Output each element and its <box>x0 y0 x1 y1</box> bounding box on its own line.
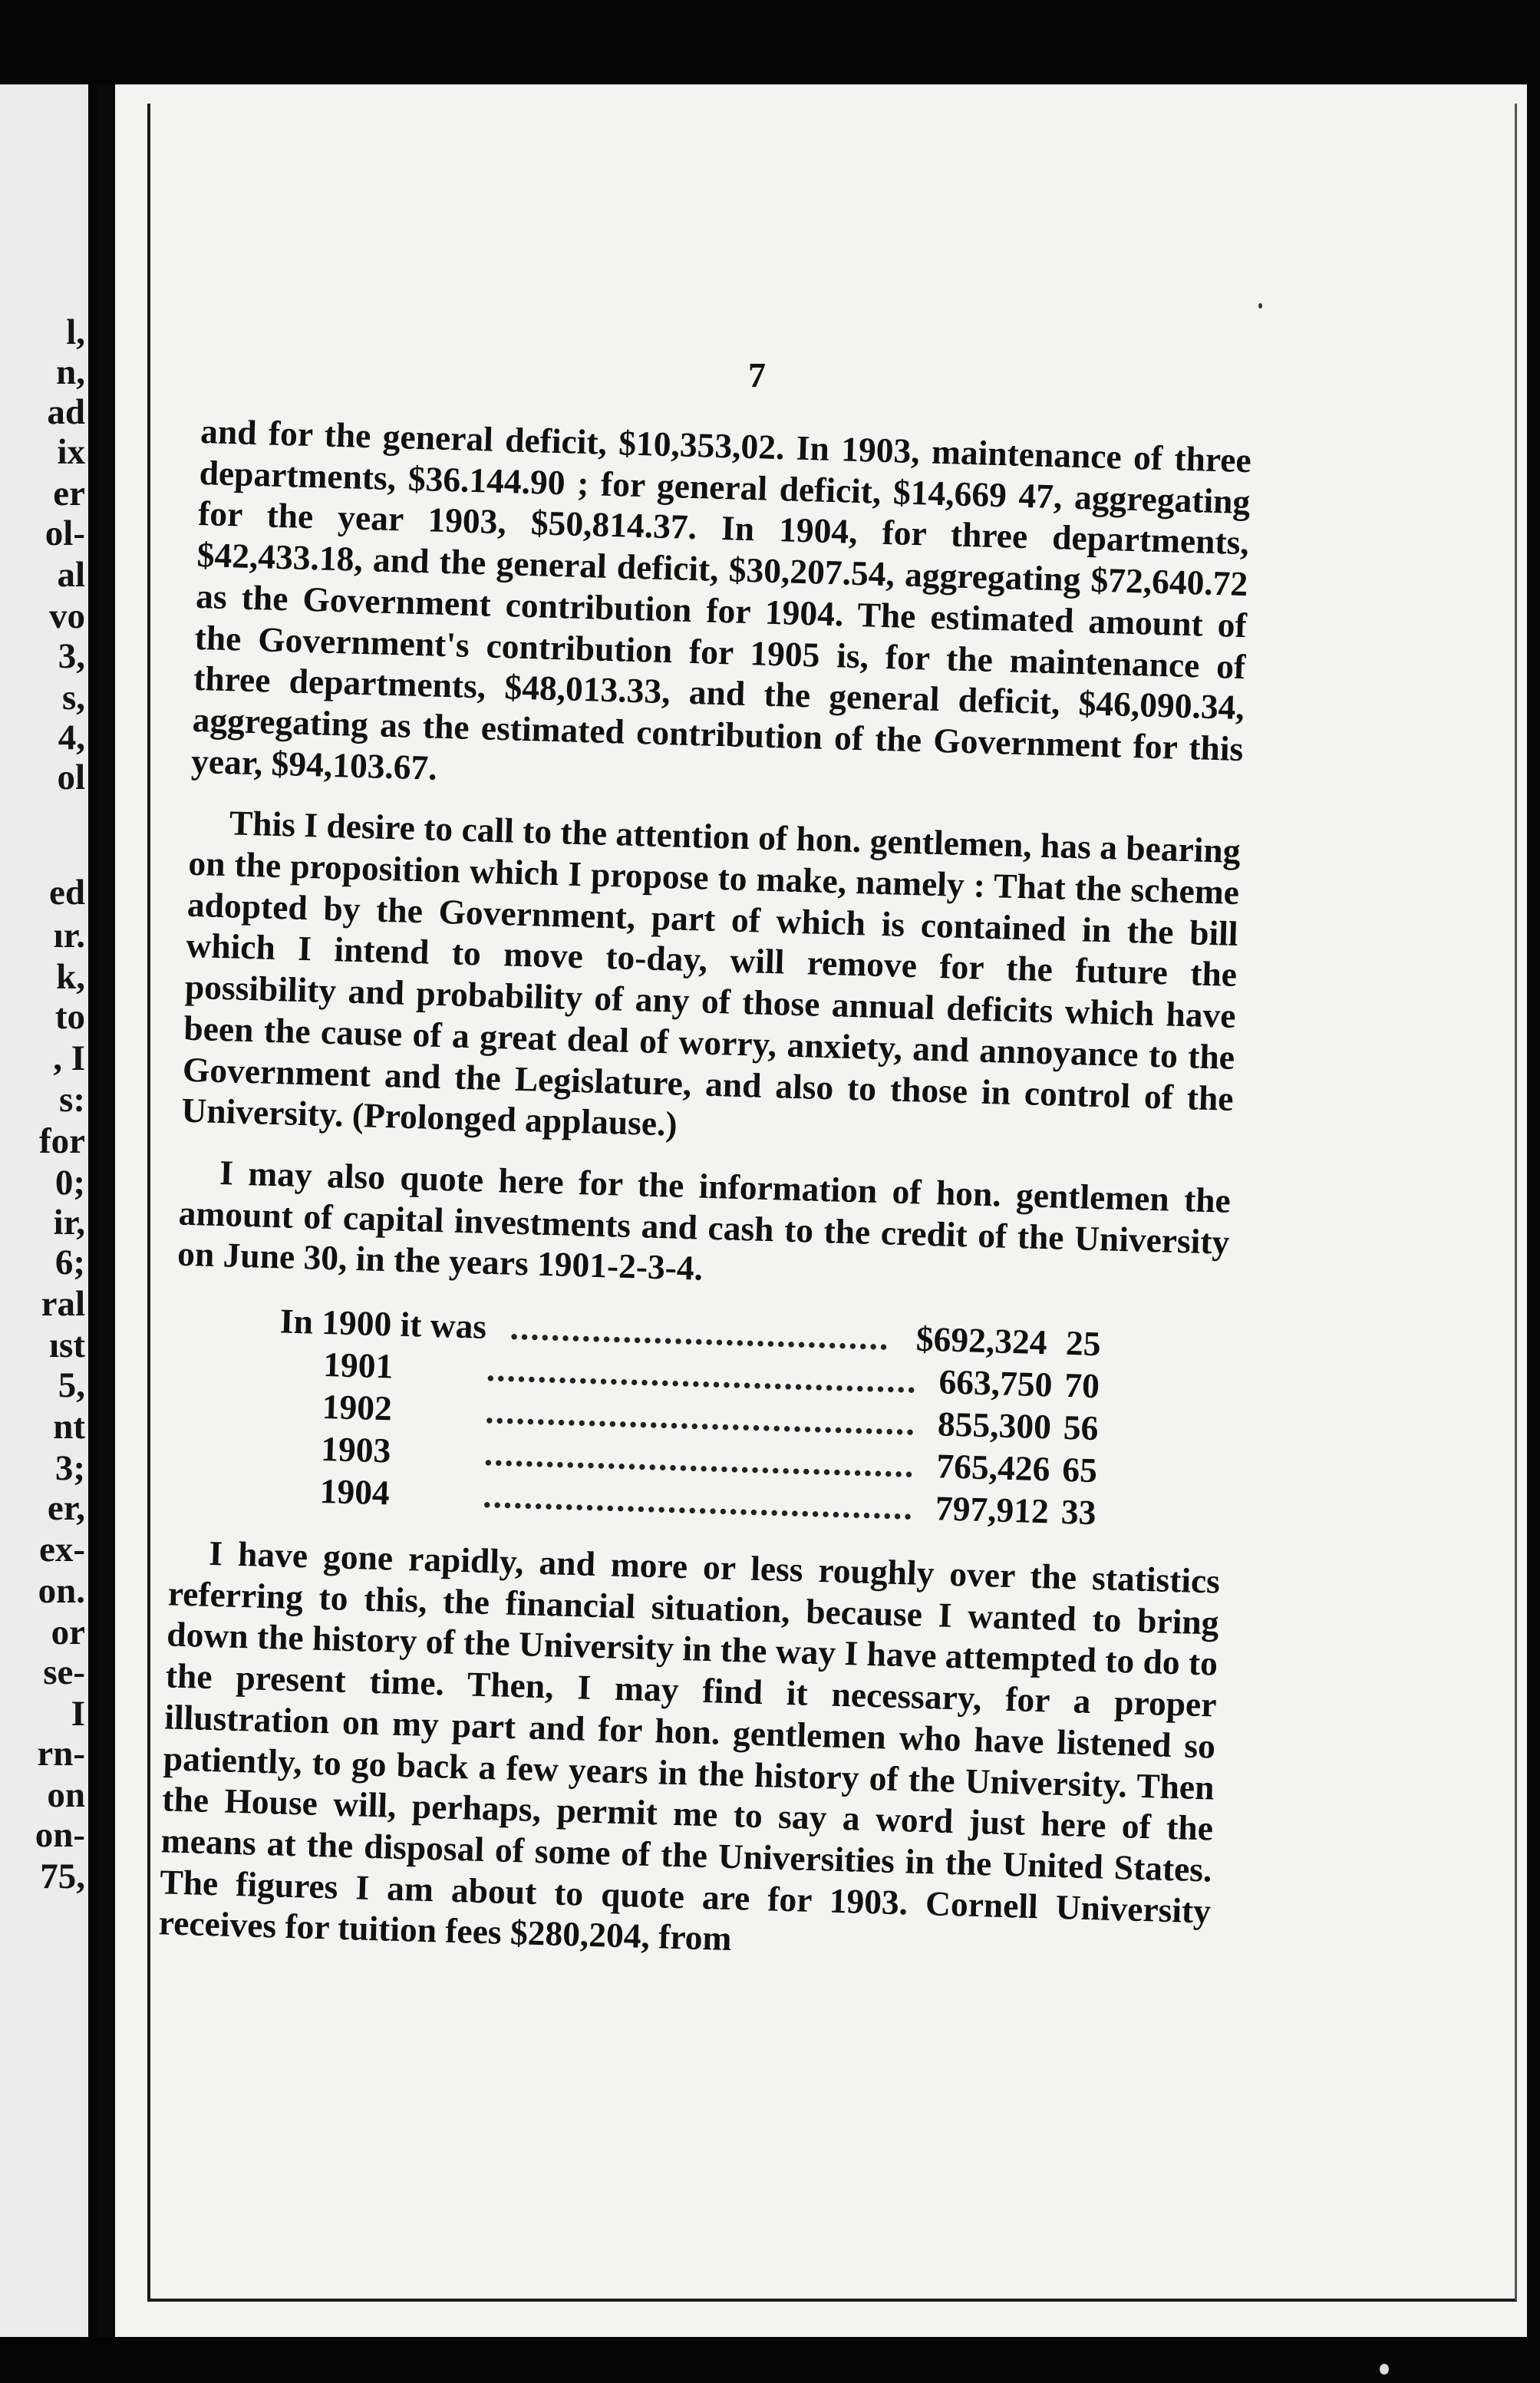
investments-table <box>275 1300 1101 1534</box>
year-cell: 1901 <box>322 1345 394 1386</box>
cents-cell: 65 <box>1061 1449 1098 1490</box>
year-cell: 1904 <box>319 1470 391 1513</box>
paragraph-1: and for the general deficit, $10,353,02. In 1903, maintenance of three departments, $36.144.90 ; for general deficit, $14,669 47, aggregating for the year 1903, $50,814.37. In 1904, for three departments, $42,433.18, and the general deficit, $30,207.54, aggregating $72,640.72 as the Government contribution for 1904. The estimated amount of the Government's contribution for 1905 is, for the maintenance of three departments, $48,013.33, and the general deficit, $46,090.34, aggregating as the estimated contribution of the Government for this year, $94,103.67. <box>190 411 1252 787</box>
previous-page-line-ending: ol <box>57 757 85 797</box>
previous-page-line-ending: 6; <box>54 1243 85 1282</box>
amount-cell: 765,426 <box>935 1446 1051 1489</box>
previous-page-line-ending: ral <box>41 1284 85 1324</box>
previous-page-line-ending: ıst <box>49 1325 85 1365</box>
previous-page-edge <box>0 84 88 2337</box>
cents-cell: 33 <box>1060 1491 1097 1533</box>
previous-page-line-ending: ed <box>49 873 85 913</box>
paragraph-3: I may also quote here for the information of hon. gentlemen the amount of capital investments and cash to the credit of the University on June 30, in the years 1901-2-3-4. <box>176 1153 1232 1289</box>
previous-page-line-ending: on <box>47 1775 85 1815</box>
cents-cell: 25 <box>1065 1323 1102 1364</box>
scan-speck <box>1258 303 1262 309</box>
amount-cell: $692,324 <box>915 1319 1048 1362</box>
paragraph-2: This I desire to call to the attention of hon. gentlemen, has a bearing on the proposition which I propose to make, namely : That the scheme adopted by the Government, part of which is contained in the bill which I intend to move to-day, will remove for the future the possibility and probability of any of those annual deficits which have been the cause of a great deal of worry, anxiety, and annoyance to the Government and the Legislature, and also to those in control of the University. (Prolonged applause.) <box>180 803 1242 1144</box>
previous-page-line-ending: 3; <box>54 1448 85 1488</box>
leader-dots: .......................................... <box>484 1391 917 1443</box>
leader-dots: .......................................... <box>483 1433 916 1485</box>
leader-dots: ..................................... <box>509 1307 891 1358</box>
previous-page-line-ending: er, <box>47 1488 85 1528</box>
year-cell: 1903 <box>320 1428 391 1470</box>
amount-cell: 855,300 <box>937 1404 1052 1447</box>
previous-page-line-ending: ir, <box>53 1203 85 1243</box>
cents-cell: 70 <box>1063 1365 1100 1406</box>
previous-page-line-ending: al <box>57 555 85 595</box>
previous-page-line-ending: vo <box>49 596 85 636</box>
previous-page-line-ending: ol- <box>45 513 85 553</box>
previous-page-line-ending: 75, <box>40 1857 85 1896</box>
previous-page-line-ending: on- <box>35 1815 85 1855</box>
previous-page-line-ending: n, <box>56 352 85 392</box>
previous-page-line-ending: to <box>54 997 85 1037</box>
previous-page-line-ending: 0; <box>54 1163 85 1203</box>
amount-cell: 797,912 <box>935 1488 1050 1531</box>
previous-page-line-ending: 3, <box>58 636 85 676</box>
year-cell: In 1900 it was <box>279 1301 487 1346</box>
previous-page-line-ending: ır. <box>53 916 85 956</box>
page-body <box>158 411 1251 1973</box>
previous-page-line-ending: 5, <box>58 1365 85 1405</box>
amount-cell: 663,750 <box>938 1361 1054 1404</box>
previous-page-line-ending: , I <box>53 1038 85 1078</box>
previous-page-line-ending: ix <box>57 432 85 472</box>
leader-dots: .......................................... <box>486 1348 918 1401</box>
previous-page-line-ending: l, <box>66 312 85 352</box>
scan-speck <box>1380 2364 1389 2375</box>
previous-page-line-ending: s: <box>59 1080 85 1120</box>
previous-page-line-ending: se- <box>43 1652 85 1692</box>
leader-dots: .......................................... <box>482 1475 915 1527</box>
previous-page-line-ending: or <box>51 1612 85 1652</box>
previous-page-line-ending: on. <box>38 1571 85 1611</box>
previous-page-line-ending: rn- <box>37 1734 85 1774</box>
previous-page-line-ending: for <box>38 1121 85 1161</box>
year-cell: 1902 <box>322 1386 393 1428</box>
previous-page-line-ending: 4, <box>58 718 85 757</box>
previous-page-line-ending: s, <box>61 678 85 718</box>
previous-page-line-ending: ex- <box>38 1530 85 1569</box>
paragraph-4: I have gone rapidly, and more or less roughly over the statistics referring to this, the financial situation, because I wanted to bring down the history of the University in the way I have attempted to do to the present time. Then, I may find it necessary, for a proper illustration on my part and for hon. gentlemen who have listened so patiently, to go back a few years in the history of the University. Then the House will, perhaps, permit me to say a word just here of the means at the disposal of some of the Universities in the United States. The figures I am about to quote are for 1903. Cornell University receives for tuition fees $280,204, from <box>158 1533 1221 1959</box>
page-number: 7 <box>748 355 766 394</box>
previous-page-line-ending: ad <box>47 392 85 432</box>
previous-page-line-ending: nt <box>53 1407 85 1447</box>
previous-page-line-ending: er <box>53 474 85 513</box>
previous-page-line-ending: k, <box>56 957 85 997</box>
cents-cell: 56 <box>1063 1407 1100 1448</box>
previous-page-line-ending: I <box>71 1694 85 1734</box>
